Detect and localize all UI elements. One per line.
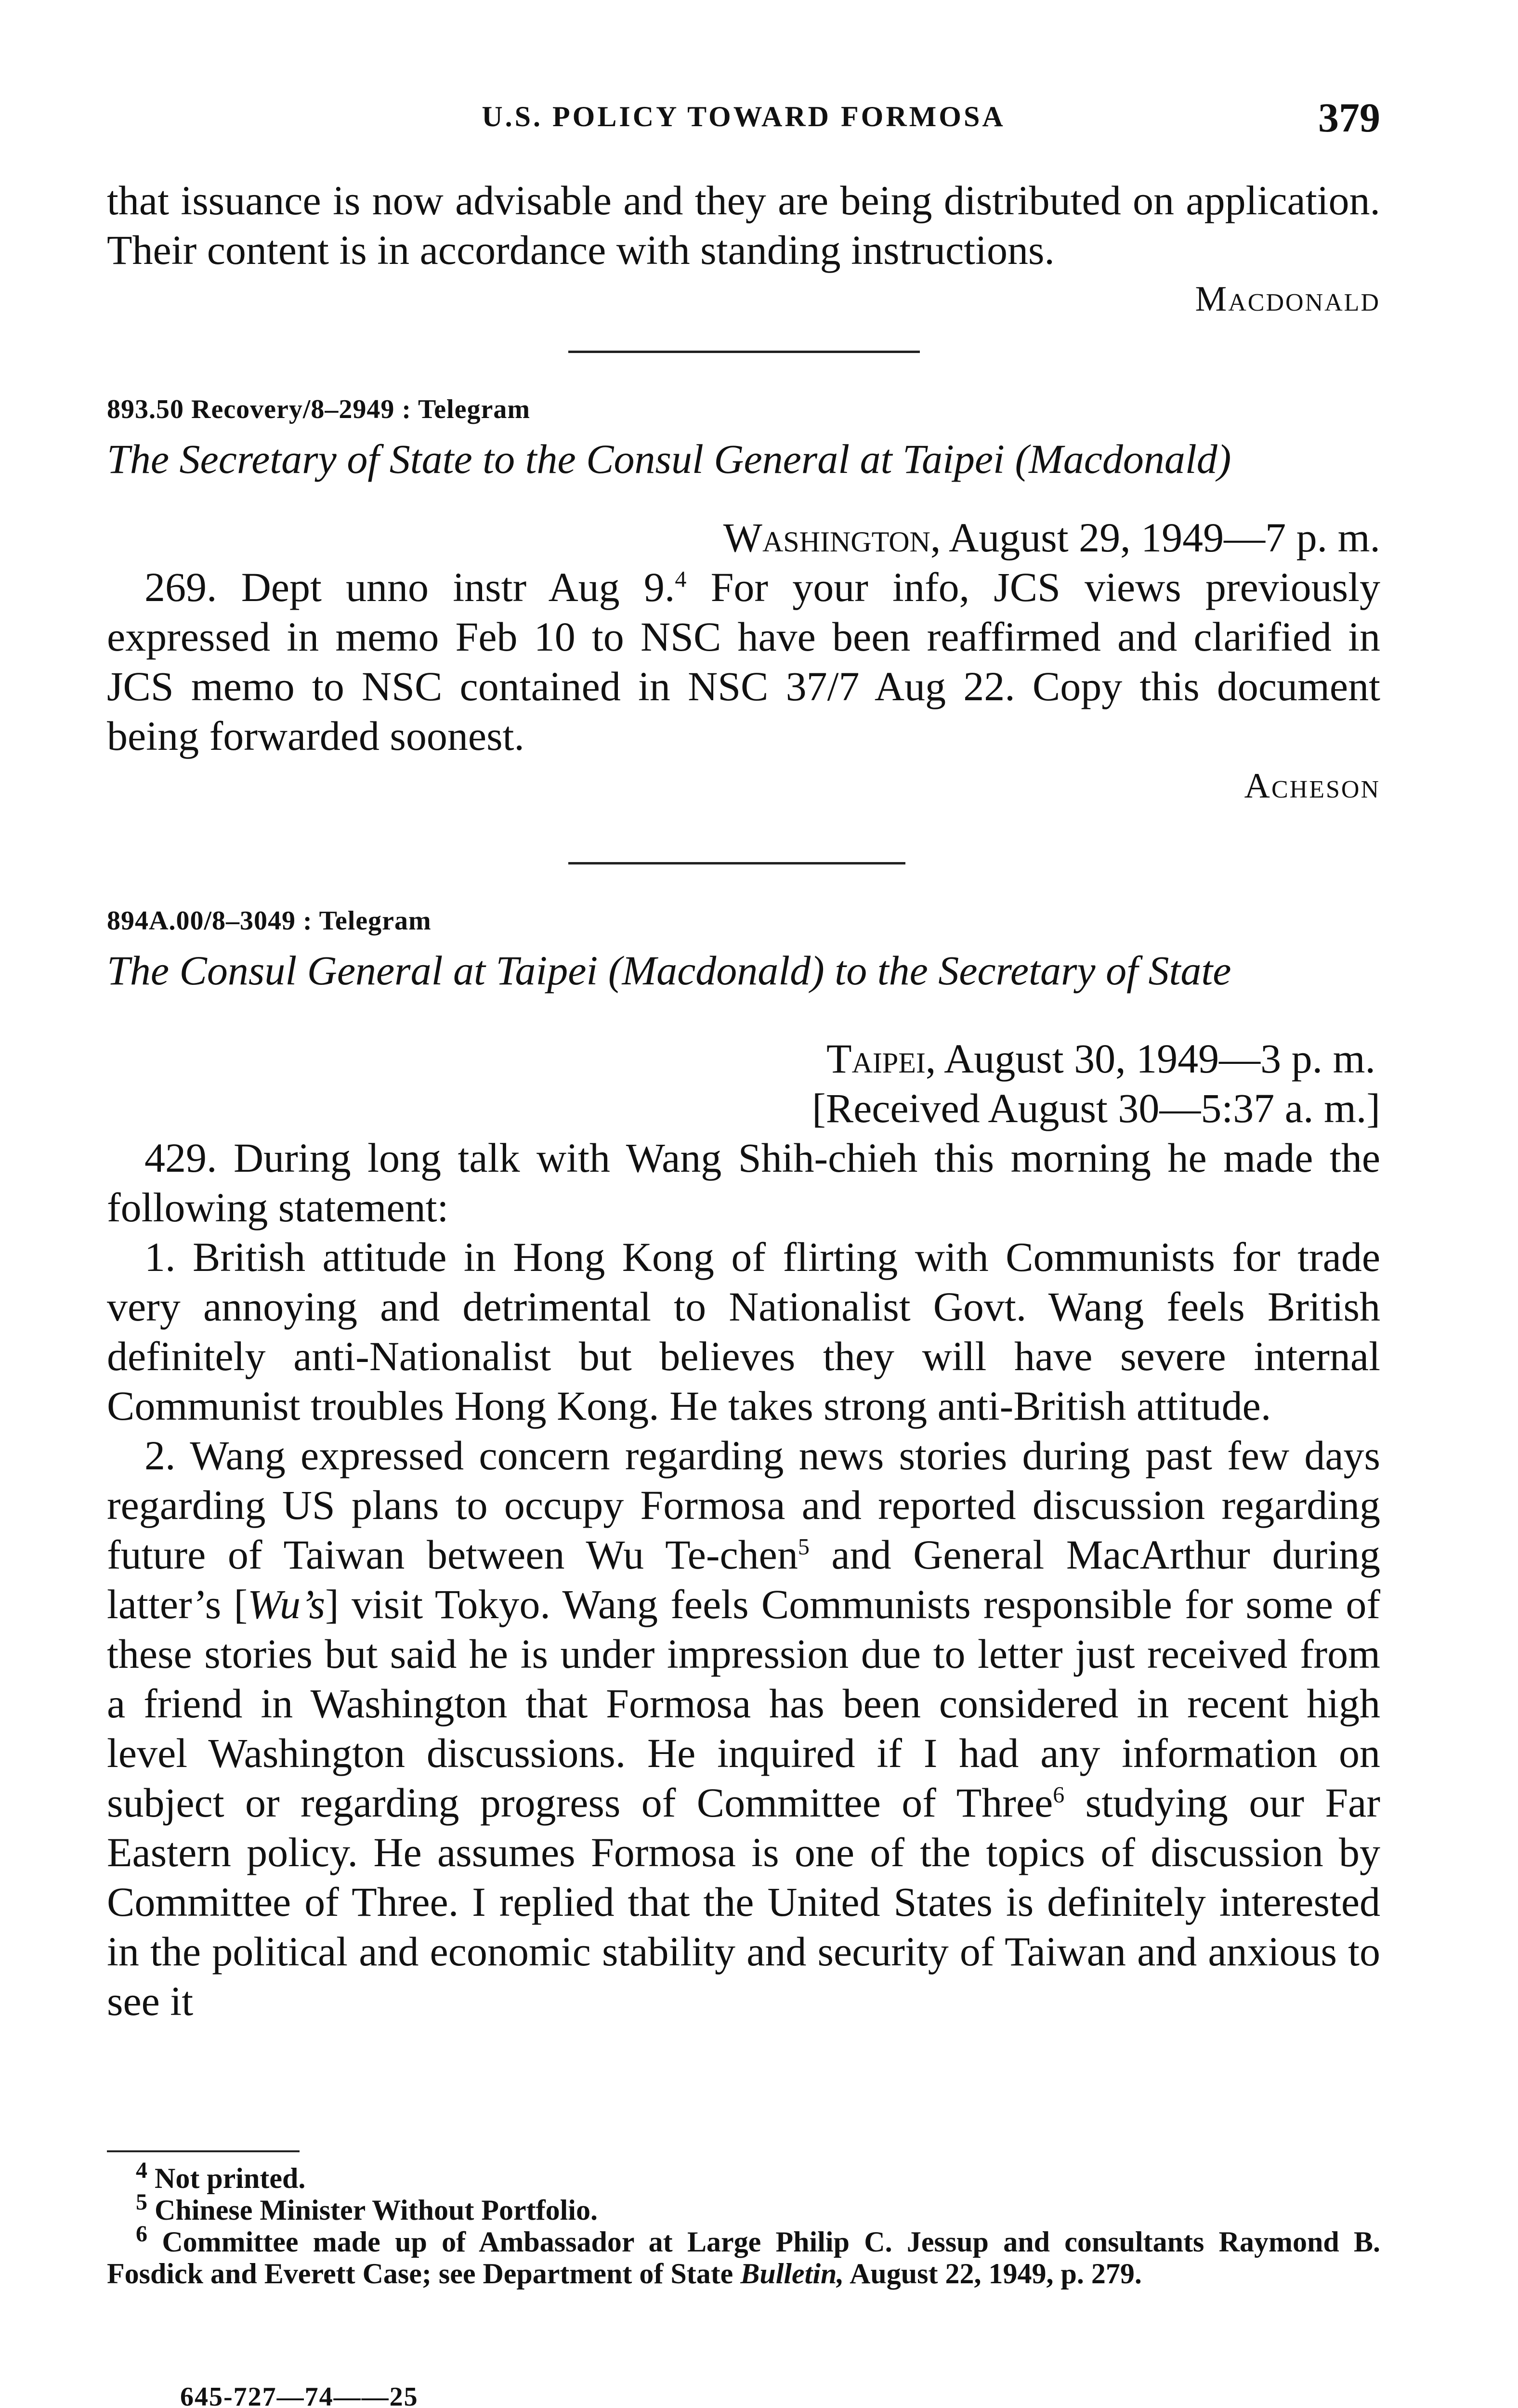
dateline-place: Taipei	[826, 1035, 926, 1082]
signature-macdonald: Macdonald	[1195, 279, 1380, 319]
page-number: 379	[1318, 94, 1380, 141]
document-heading: The Secretary of State to the Consul General at Taipei (Macdonald)	[107, 436, 1231, 482]
footnote-text: Not printed.	[155, 2162, 306, 2194]
footnote-4	[107, 2158, 1380, 2194]
footnote-6	[107, 2221, 1381, 2290]
paragraph-text: studying our Far Eastern policy. He assumes Formosa is one of the topics of discussion by Committee of Three. I replied that the United States is definitely interested in the political and economic stability and security of Taiwan and anxious to see it	[107, 1780, 1380, 2024]
dateline	[107, 513, 1380, 563]
footnote-italic: Bulletin,	[740, 2258, 844, 2290]
footnote-number: 4	[136, 2158, 147, 2183]
received-line: [Received August 30—5:37 a. m.]	[812, 1085, 1380, 1131]
intro-block	[107, 176, 1380, 320]
file-reference: 894A.00/8–3049 : Telegram	[107, 906, 432, 936]
numbered-paragraph-1: 1. British attitude in Hong Kong of flirting with Communists for trade very annoying and detrimental to Nationalist Govt. Wang feels British definitely anti-Nationalist but believes they will have severe internal Communist troubles Hong Kong. He takes strong anti-British attitude.	[107, 1234, 1380, 1429]
telegram-paragraph: 429. During long talk with Wang Shih-chieh this morning he made the following statement:	[107, 1135, 1380, 1230]
dateline-date: , August 29, 1949—7 p. m.	[930, 514, 1380, 561]
numbered-paragraph-2	[107, 1431, 1380, 2026]
document-1	[107, 394, 1380, 807]
paragraph-text: and General MacArthur during latter’s [	[107, 1531, 1380, 1627]
document-2	[107, 905, 1380, 2026]
paragraph-text: ] visit Tokyo. Wang feels Communists responsible for some of these stories but said he is under impression due to letter just received from a friend in Washington that Formosa has been considered in recent high level Washington discussions. He inquired if I had any information on subject or regarding progress of Committee of Three	[107, 1581, 1380, 1826]
paragraph-text: 2. Wang expressed concern regarding news stories during past few days regarding US plans to occupy Formosa and reported discussion regarding future of Taiwan between Wu Te-chen	[107, 1432, 1380, 1578]
telegram-paragraph	[107, 563, 1380, 761]
section-divider	[568, 862, 905, 864]
footnote-number: 6	[136, 2221, 147, 2247]
file-reference: 893.50 Recovery/8–2949 : Telegram	[107, 394, 531, 424]
paragraph-text: For your info, JCS views previously expressed in memo Feb 10 to NSC have been reaffirmed and clarified in JCS memo to NSC contained in NSC 37/7 Aug 22. Copy this document being forwarded soonest.	[107, 564, 1380, 759]
dateline-place: Washington	[723, 514, 930, 561]
footnote-marker: 6	[1053, 1782, 1065, 1808]
footnote-text: Chinese Minister Without Portfolio.	[155, 2194, 598, 2226]
footnote-text: August 22, 1949, p. 279.	[844, 2258, 1142, 2290]
intro-paragraph: that issuance is now advisable and they are being distributed on application. Their content is in accordance with standing instructions.	[107, 177, 1380, 273]
footnotes	[107, 2158, 1381, 2290]
footnote-rule	[107, 2150, 300, 2152]
dateline-date: , August 30, 1949—3 p. m.	[925, 1035, 1375, 1082]
signature-acheson: Acheson	[1244, 766, 1380, 806]
running-title: U.S. POLICY TOWARD FORMOSA	[482, 101, 1006, 132]
paragraph-text: 269. Dept unno instr Aug 9.	[144, 564, 675, 610]
dateline	[107, 1034, 1380, 1084]
section-divider	[568, 351, 920, 353]
footnote-number: 5	[136, 2189, 147, 2215]
footnote-5	[107, 2189, 1380, 2226]
italic-name: Wu’s	[248, 1581, 326, 1627]
print-code: 645-727—74——25	[180, 2382, 419, 2408]
document-heading: The Consul General at Taipei (Macdonald) to the Secretary of State	[107, 947, 1231, 994]
running-head	[107, 95, 1380, 153]
footnote-marker: 4	[675, 566, 687, 592]
footnote-marker: 5	[798, 1534, 810, 1560]
footnote-text: Committee made up of Ambassador at Large Philip C. Jessup and consultants Raymond B. Fosdick and Everett Case; see Department of State	[107, 2226, 1381, 2290]
